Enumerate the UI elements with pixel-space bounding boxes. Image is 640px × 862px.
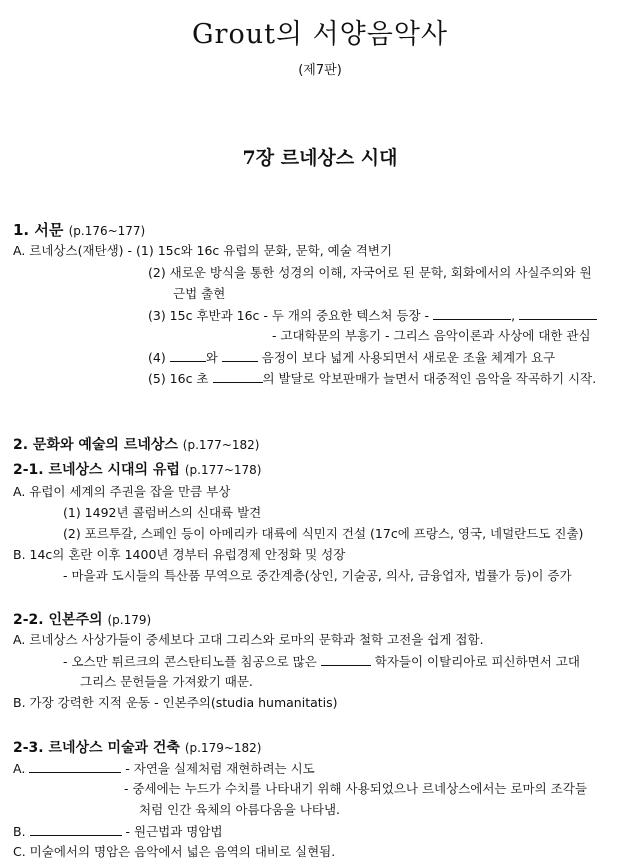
s1-item-a4-post: 음정이 보다 넓게 사용되면서 새로운 조율 체계가 요구 xyxy=(261,350,556,365)
answer-blank[interactable] xyxy=(170,348,206,362)
subsection-2-2-heading xyxy=(13,609,151,629)
s1-item-a5-pre: (5) 16c 초 xyxy=(148,371,209,386)
s22-item-b: B. 가장 강력한 지적 운동 - 인본주의(studia humanitatis) xyxy=(13,695,338,710)
s1-item-a3-sep: , xyxy=(511,308,516,323)
s22-item-a1-post: 학자들이 이탈리아로 피신하면서 고대 xyxy=(374,654,580,669)
answer-blank[interactable] xyxy=(213,369,263,383)
subsection-2-3-title: 2-3. 르네상스 미술과 건축 xyxy=(13,740,180,756)
s23-item-c: C. 미술에서의 명암은 음악에서 넓은 음역의 대비로 실현됨. xyxy=(13,844,336,859)
s22-item-a: A. 르네상스 사상가들이 중세보다 고대 그리스와 로마의 문학과 철학 고전을 쉽게 접함. xyxy=(13,632,484,647)
s22-item-a1-pre: - 오스만 튀르크의 콘스탄티노플 침공으로 많은 xyxy=(63,654,317,669)
s23-item-b xyxy=(13,822,223,841)
s1-item-a4-mid: 와 xyxy=(205,350,218,365)
answer-blank[interactable] xyxy=(321,652,371,666)
s1-item-a5 xyxy=(148,369,596,388)
s21-item-a2: (2) 포르투갈, 스페인 등이 아메리카 대륙에 식민지 건설 (17c에 프랑스, 영국, 네덜란드도 진출) xyxy=(63,526,584,541)
section-2-heading xyxy=(13,434,259,454)
s22-item-a1 xyxy=(63,652,580,671)
subsection-2-1-title: 2-1. 르네상스 시대의 유럽 xyxy=(13,462,180,478)
s23-item-b1: - 원근법과 명암법 xyxy=(125,824,223,839)
document-title: Grout의 서양음악사 xyxy=(191,19,449,50)
chapter-title: 7장 르네상스 시대 xyxy=(242,147,398,169)
s1-item-a2-cont: 근법 출현 xyxy=(173,286,226,301)
answer-blank[interactable] xyxy=(433,306,511,320)
answer-blank[interactable] xyxy=(30,822,122,836)
section-2-title: 2. 문화와 예술의 르네상스 xyxy=(13,437,178,453)
subsection-2-3-pages: (p.179~182) xyxy=(184,741,262,755)
subsection-2-2-title: 2-2. 인본주의 xyxy=(13,612,103,628)
s23-item-a2: - 중세에는 누드가 수치를 나타내기 위해 사용되었으나 르네상스에서는 로마의 조각들 xyxy=(124,781,587,796)
section-1-heading xyxy=(13,219,145,240)
s1-item-a4-pre: (4) xyxy=(148,350,166,365)
s1-item-a: A. 르네상스(재탄생) - (1) 15c와 16c 유럽의 문화, 문학, 예술 격변기 xyxy=(13,243,393,258)
answer-blank[interactable] xyxy=(222,348,258,362)
s1-item-a3-text: (3) 15c 후반과 16c - 두 개의 중요한 텍스처 등장 - xyxy=(148,308,430,323)
s23-item-b-label: B. xyxy=(13,824,26,839)
s21-item-b1: - 마을과 도시들의 특산품 무역으로 중간계층(상인, 기술공, 의사, 금융업자, 법률가 등)이 증가 xyxy=(63,568,572,583)
subsection-2-3-heading xyxy=(13,737,262,757)
s1-item-a2: (2) 새로운 방식을 통한 성경의 이해, 자국어로 된 문학, 회화에서의 사실주의와 원 xyxy=(148,265,592,280)
subsection-2-1-pages: (p.177~178) xyxy=(184,463,262,477)
section-2-pages: (p.177~182) xyxy=(182,438,260,452)
s23-item-a2-cont: 처럼 인간 육체의 아름다움을 나타냄. xyxy=(139,802,340,817)
s23-item-a1: - 자연을 실제처럼 재현하려는 시도 xyxy=(125,761,315,776)
s21-item-b: B. 14c의 혼란 이후 1400년 경부터 유럽경제 안정화 및 성장 xyxy=(13,547,346,562)
section-1-title: 1. 서문 xyxy=(13,221,64,239)
s21-item-a1: (1) 1492년 콜럼버스의 신대륙 발견 xyxy=(63,505,262,520)
section-1-pages: (p.176~177) xyxy=(68,224,146,238)
s1-item-a3-cont: - 고대학문의 부흥기 - 그리스 음악이론과 사상에 대한 관심 xyxy=(272,328,591,343)
s1-item-a5-post: 의 발달로 악보판매가 늘면서 대중적인 음악을 작곡하기 시작. xyxy=(262,371,597,386)
answer-blank[interactable] xyxy=(29,759,121,773)
edition-label: (제7판) xyxy=(298,63,342,78)
s1-item-a4 xyxy=(148,348,555,367)
subsection-2-2-pages: (p.179) xyxy=(107,613,152,627)
answer-blank[interactable] xyxy=(519,306,597,320)
subsection-2-1-heading xyxy=(13,459,262,479)
s21-item-a: A. 유럽이 세계의 주권을 잡을 만큼 부상 xyxy=(13,484,231,499)
s23-item-a xyxy=(13,759,315,778)
s23-item-a-label: A. xyxy=(13,761,26,776)
s1-item-a3 xyxy=(148,306,597,325)
s22-item-a1-cont: 그리스 문헌들을 가져왔기 때문. xyxy=(80,674,253,689)
